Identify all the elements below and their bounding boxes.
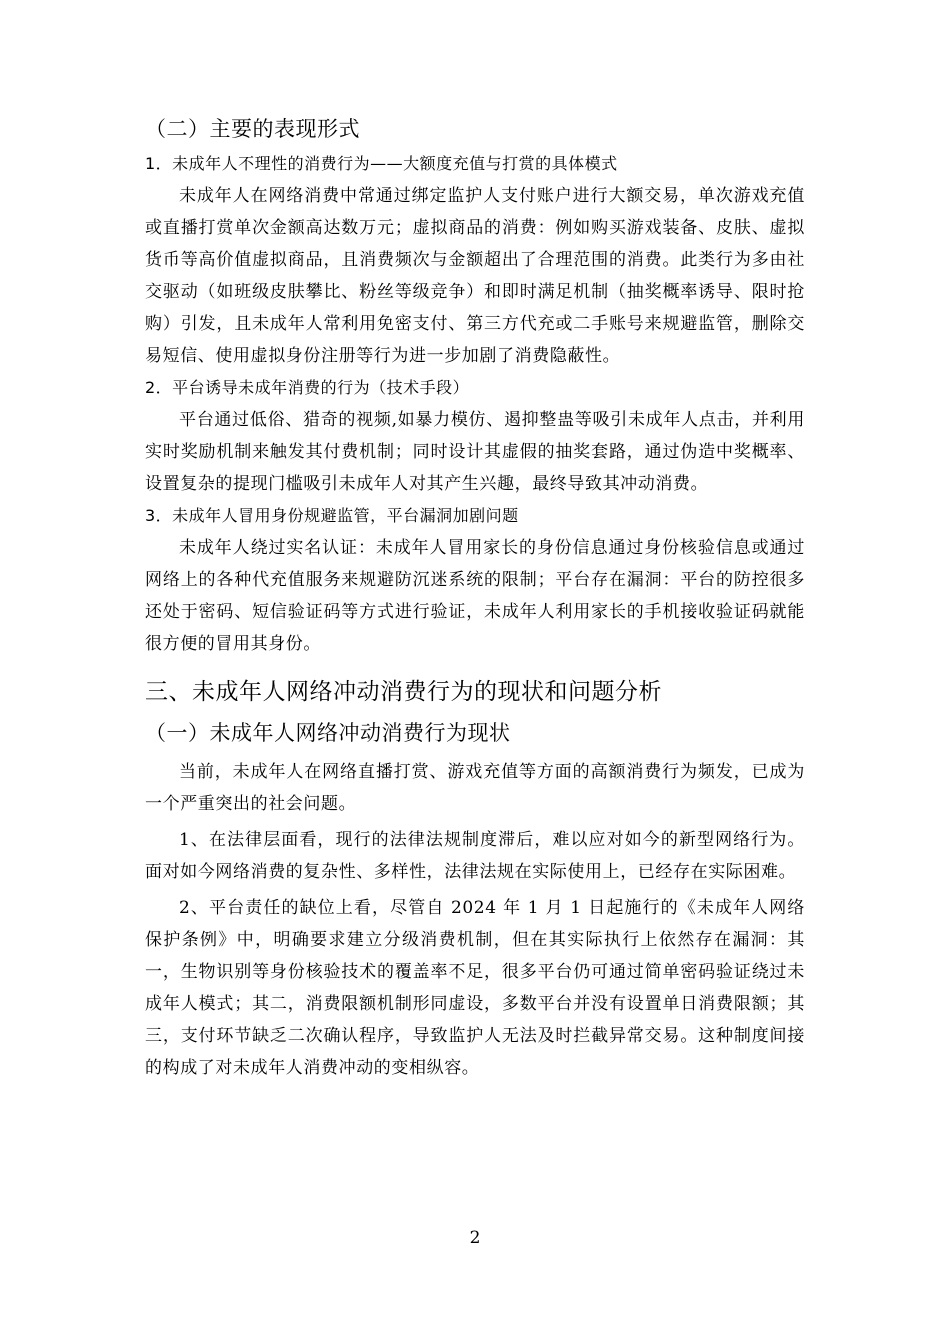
paragraph-item-1: 未成年人在网络消费中常通过绑定监护人支付账户进行大额交易，单次游戏充值或直播打赏单次金额高达数万元；虚拟商品的消费：例如购买游戏装备、皮肤、虚拟货币等高价值虚拟商品，且消费频次与金额超出了合理范围的消费。此类行为多由社交驱动（如班级皮肤攀比、粉丝等级竞争）和即时满足机制（抽奖概率诱导、限时抢购）引发，且未成年人常利用免密支付、第三方代充或二手账号来规避监管，删除交易短信、使用虚拟身份注册等行为进一步加剧了消费隐蔽性。 — [145, 186, 805, 366]
paragraph-item-2: 平台通过低俗、猎奇的视频,如暴力模仿、遏抑整蛊等吸引未成年人点击，并利用实时奖励机制来触发其付费机制；同时设计其虚假的抽奖套路，通过伪造中奖概率、设置复杂的提现门槛吸引未成年人对其产生兴趣，最终导致其冲动消费。 — [145, 410, 805, 494]
section-heading-main-forms: （二）主要的表现形式 — [145, 117, 360, 141]
subheading-item-2: 2．平台诱导未成年消费的行为（技术手段） — [145, 378, 470, 397]
subheading-item-1: 1．未成年人不理性的消费行为——大额度充值与打赏的具体模式 — [145, 154, 618, 173]
paragraph-status-intro: 当前，未成年人在网络直播打赏、游戏充值等方面的高额消费行为频发，已成为一个严重突出的社会问题。 — [145, 762, 805, 814]
paragraph-status-legal: 1、在法律层面看，现行的法律法规制度滞后，难以应对如今的新型网络行为。面对如今网络消费的复杂性、多样性，法律法规在实际使用上，已经存在实际困难。 — [145, 830, 805, 882]
paragraph-status-platform: 2、平台责任的缺位上看，尽管自 2024 年 1 月 1 日起施行的《未成年人网络保护条例》中，明确要求建立分级消费机制，但在其实际执行上依然存在漏洞：其一，生物识别等身份核验技术的覆盖率不足，很多平台仍可通过简单密码验证绕过未成年人模式；其二，消费限额机制形同虚设，多数平台并没有设置单日消费限额；其三，支付环节缺乏二次确认程序，导致监护人无法及时拦截异常交易。这种制度间接的构成了对未成年人消费冲动的变相纵容。 — [145, 898, 805, 1078]
chapter-heading-3: 三、未成年人网络冲动消费行为的现状和问题分析 — [145, 679, 662, 705]
page-body — [145, 112, 805, 1084]
section-heading-current-status: （一）未成年人网络冲动消费行为现状 — [145, 721, 511, 745]
subheading-item-3: 3．未成年人冒用身份规避监管，平台漏洞加剧问题 — [145, 506, 519, 525]
page-number: 2 — [469, 1228, 481, 1248]
paragraph-item-3: 未成年人绕过实名认证：未成年人冒用家长的身份信息通过身份核验信息或通过网络上的各种代充值服务来规避防沉迷系统的限制；平台存在漏洞：平台的防控很多还处于密码、短信验证码等方式进行验证，未成年人利用家长的手机接收验证码就能很方便的冒用其身份。 — [145, 538, 805, 654]
